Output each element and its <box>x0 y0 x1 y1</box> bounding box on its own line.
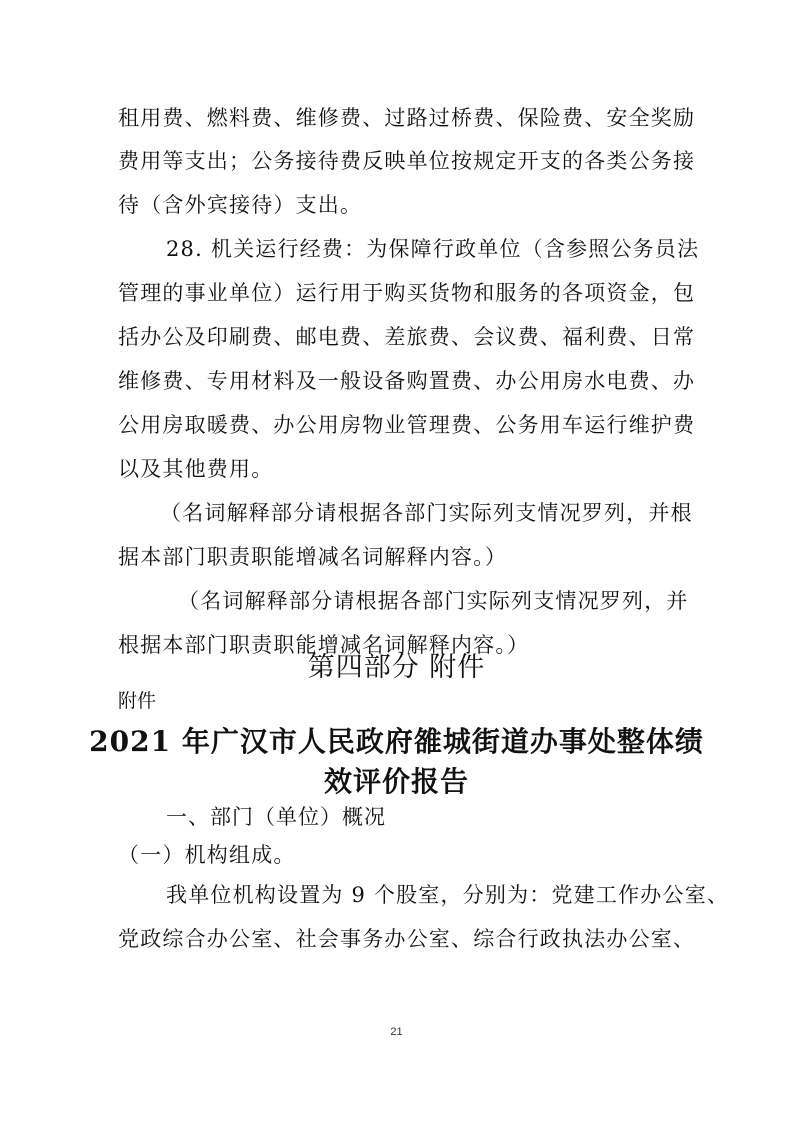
note-line: （名词解释部分请根据各部门实际列支情况罗列，并根 <box>160 501 693 525</box>
body-line: 公用房取暖费、办公用房物业管理费、公务用车运行维护费 <box>118 413 696 437</box>
section-title: 第四部分 附件 <box>307 652 486 683</box>
body-line: 待（含外宾接待）支出。 <box>118 193 363 217</box>
note-line: 据本部门职责职能增减名词解释内容。） <box>118 545 508 569</box>
body-line: 费用等支出；公务接待费反映单位按规定开支的各类公务接 <box>118 149 696 173</box>
report-title-line1: 2021 年广汉市人民政府雒城街道办事处整体绩 <box>89 725 704 758</box>
body-line: 维修费、专用材料及一般设备购置费、办公用房水电费、办 <box>118 369 696 393</box>
body-line: 括办公及印刷费、邮电费、差旅费、会议费、福利费、日常 <box>118 325 696 349</box>
body-line: 28. 机关运行经费：为保障行政单位（含参照公务员法 <box>166 237 700 261</box>
body-line: 管理的事业单位）运行用于购买货物和服务的各项资金，包 <box>118 281 696 305</box>
heading-level-1: 一、部门（单位）概况 <box>166 805 386 829</box>
report-title-line2: 效评价报告 <box>323 765 469 798</box>
heading-level-2: （一）机构组成。 <box>118 843 296 867</box>
body-line: 我单位机构设置为 9 个股室，分别为：党建工作办公室、 <box>166 883 730 907</box>
page-number: 21 <box>390 1026 403 1038</box>
attachment-label: 附件 <box>118 690 157 712</box>
body-line: 租用费、燃料费、维修费、过路过桥费、保险费、安全奖励 <box>118 106 696 130</box>
note-line: 根据本部门职责职能增减名词解释内容。） <box>118 633 530 657</box>
body-line: 以及其他费用。 <box>118 457 274 481</box>
body-line: 党政综合办公室、社会事务办公室、综合行政执法办公室、 <box>118 927 696 951</box>
note-line: （名词解释部分请根据各部门实际列支情况罗列，并 <box>178 589 689 613</box>
